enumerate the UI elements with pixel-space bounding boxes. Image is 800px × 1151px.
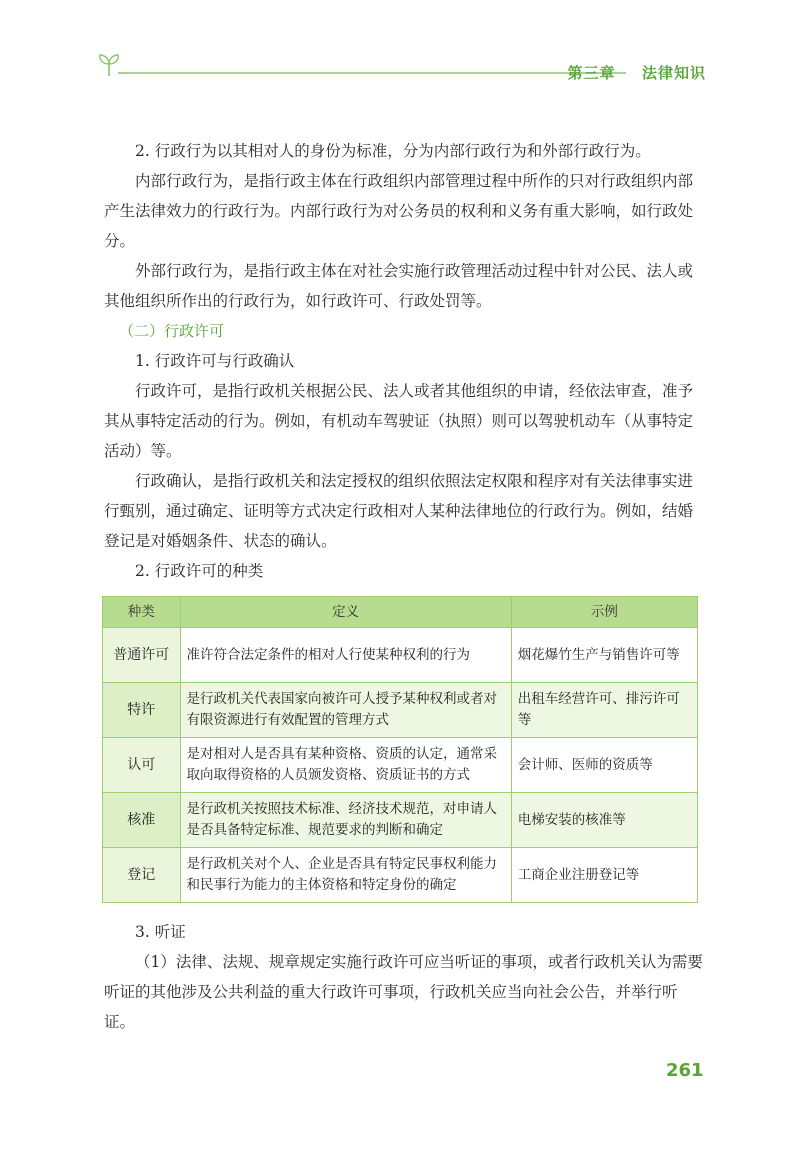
sprout-icon	[96, 52, 122, 78]
subheading-hearing: 3. 听证	[135, 923, 186, 941]
cell-definition: 是行政机关对个人、企业是否具有特定民事权利能力和民事行为能力的主体资格和特定身份的确定	[180, 848, 511, 903]
paragraph-license-definition: 行政许可，是指行政机关根据公民、法人或者其他组织的申请，经依法审查，准予其从事特定活动的行为。例如，有机动车驾驶证（执照）则可以驾驶机动车（从事特定活动）等。	[104, 382, 694, 460]
cell-definition: 是行政机关代表国家向被许可人授予某种权利或者对有限资源进行有效配置的管理方式	[180, 683, 511, 738]
cell-kind: 认可	[103, 738, 181, 793]
table-row	[103, 683, 698, 738]
cell-example: 烟花爆竹生产与销售许可等	[511, 628, 697, 683]
cell-kind: 特许	[103, 683, 181, 738]
cell-example: 会计师、医师的资质等	[511, 738, 697, 793]
cell-kind: 普通许可	[103, 628, 181, 683]
subheading-license-types: 2. 行政许可的种类	[135, 562, 264, 580]
subheading-license-confirmation: 1. 行政许可与行政确认	[135, 352, 295, 370]
paragraph-internal-act: 内部行政行为，是指行政主体在行政组织内部管理过程中所作的只对行政组织内部产生法律效力的行政行为。内部行政行为对公务员的权利和义务有重大影响，如行政处分。	[104, 172, 694, 250]
column-header-definition: 定义	[180, 597, 511, 628]
table-row	[103, 628, 698, 683]
cell-definition: 准许符合法定条件的相对人行使某种权利的行为	[180, 628, 511, 683]
chapter-name: 法律知识	[641, 64, 706, 82]
cell-definition: 是行政机关按照技术标准、经济技术规范，对申请人是否具备特定标准、规范要求的判断和确定	[180, 793, 511, 848]
chapter-title	[546, 62, 706, 83]
cell-kind: 登记	[103, 848, 181, 903]
page-header	[96, 52, 706, 82]
chapter-number: 第三章	[567, 64, 616, 82]
cell-example: 工商企业注册登记等	[511, 848, 697, 903]
subheading-admin-act-types: 2. 行政行为以其相对人的身份为标准，分为内部行政行为和外部行政行为。	[135, 142, 651, 160]
paragraph-hearing-rule: （1）法律、法规、规章规定实施行政许可应当听证的事项，或者行政机关认为需要听证的其他涉及公共利益的重大行政许可事项，行政机关应当向社会公告，并举行听证。	[104, 953, 703, 1031]
table-row	[103, 738, 698, 793]
paragraph-external-act: 外部行政行为，是指行政主体在对社会实施行政管理活动过程中针对公民、法人或其他组织所作出的行政行为，如行政许可、行政处罚等。	[104, 262, 694, 310]
cell-example: 出租车经营许可、排污许可等	[511, 683, 697, 738]
table-row	[103, 793, 698, 848]
cell-kind: 核准	[103, 793, 181, 848]
license-types-table	[102, 596, 698, 903]
table-row	[103, 848, 698, 903]
section-heading-license: （二）行政许可	[119, 322, 225, 340]
paragraph-confirmation-definition: 行政确认，是指行政机关和法定授权的组织依照法定权限和程序对有关法律事实进行甄别，通过确定、证明等方式决定行政相对人某种法律地位的行政行为。例如，结婚登记是对婚姻条件、状态的确认。	[104, 472, 694, 550]
column-header-example: 示例	[511, 597, 697, 628]
cell-example: 电梯安装的核准等	[511, 793, 697, 848]
page-body	[104, 136, 704, 1037]
page-number: 261	[666, 1060, 704, 1081]
table-header-row	[103, 597, 698, 628]
column-header-kind: 种类	[103, 597, 181, 628]
cell-definition: 是对相对人是否具有某种资格、资质的认定，通常采取向取得资格的人员颁发资格、资质证书的方式	[180, 738, 511, 793]
